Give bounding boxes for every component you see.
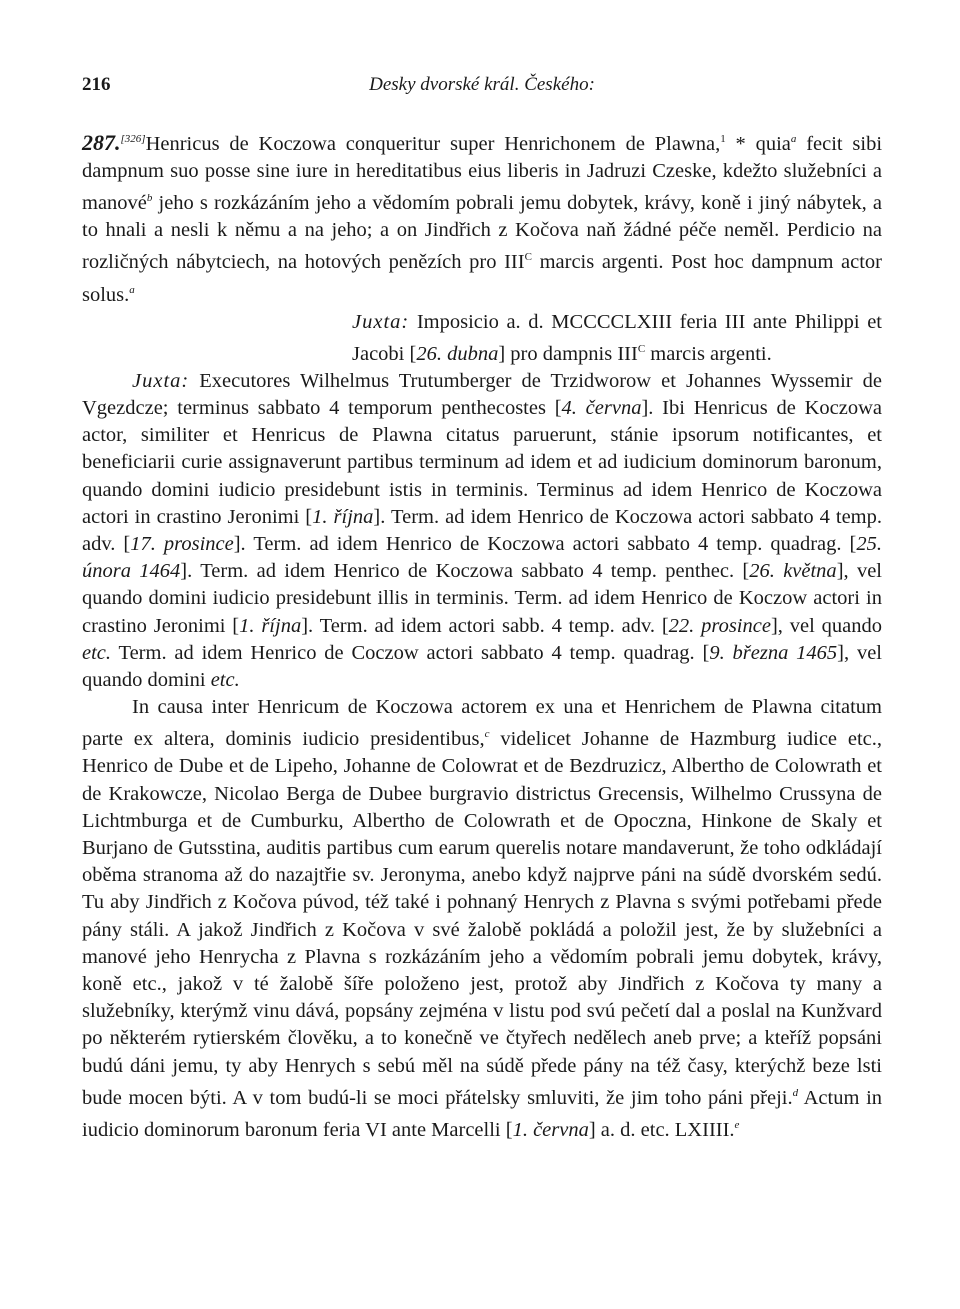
entry-paragraph-complaint — [82, 126, 882, 309]
judgment-text-2: videlicet Johanne de Hazmburg iudice etc., Henrico de Dube et de Lipeho, Johanne de Colowrat et de Bezdruzicz, Albertho de Colowrath et de Krakowcze, Nicolao Berga de Dubee burgravio districtus Grecensis, Wilhelmo Crussyna de Lichtmburga et de Cumburku, Albertho de Colowrath et de Opoczna, Hinkone de Skaly et Burjano de Gutsstina, auditis partibus cum earum querelis notare mandaverunt, že toho odkládají oběma stranoma až do nazajtřie sv. Jeronyma, anebo když najprve páni na súdě dvorském sedú. Tu aby Jindřich z Kočova púvod, též také i pohnaný Henrych z Plavna s svými potřebami přede pány stáli. A jakož Jindřich z Kočova v své žalobě pokládá a položil jest, že by služebníci a manové jeho Henrycha z Plavna s rozkázáním jeho a vědomím pobrali jemu dobytek, krávy, koně etc., jakož v té žalobě šíře položeno jest, protož aby Jindřich z Kočova ty many a služebníky, kterýmž vinu dává, popsány zejména v listu pod svú pečetí dal a poslal na Kunžvard po některém rytierském člověku, a to konečně ve čtyřech nedělech aneb prve; a kteříž popsáni budú dáni jemu, ty aby Henrych s sebú měl na súdě přede pány na též časy, kterýchž beze lsti bude mocen býti. A v tom budú-li se moci přátelsky smluviti, že jim toho páni přeji. — [82, 728, 882, 1109]
entry-number: 287. — [82, 129, 121, 155]
date-note: 4. června — [561, 396, 642, 419]
complaint-text-quia: quia — [745, 132, 791, 155]
juxta-text: Executores Wilhelmus Trutumberger de Trzidworow et Johannes Wyssemir de Vgezdcze; terminus sabbato 4 temporum penthecostes [ — [82, 369, 882, 419]
date-note: 26. dubna — [416, 342, 499, 365]
date-note: 9. března 1465 — [709, 641, 838, 664]
complaint-text-3: jeho s rozkázáním jeho a vědomím pobrali jemu dobytek, krávy, koně i jiný nábytek, a to hnali a nesli k němu a na jeho; a on Jindřich z Kočova naň žádné péče neměl. Perdicio na rozličných nábytciech, na hotových penězích pro III — [82, 192, 882, 274]
complaint-text-4: marcis argenti. Post hoc dampnum actor solus. — [82, 251, 883, 306]
footnote-marker: a — [790, 133, 797, 145]
date-note: 26. května — [749, 560, 837, 583]
juxta-label: Juxta: — [352, 310, 410, 333]
entry-paragraph-judgment — [82, 694, 882, 1144]
date-note: 1. října — [312, 505, 374, 528]
source-reference: [326] — [120, 133, 146, 145]
complaint-text-2: fecit sibi dampnum suo posse sine iure in hereditatibus eius liberis in Jadruzi Czeske, kdežto služebníci a manové — [82, 132, 883, 215]
document-page — [82, 70, 882, 1144]
juxta-text: ], vel quando domini — [82, 641, 883, 691]
juxta-text: Imposicio a. d. MCCCCLXIII feria III ante Philippi et Jacobi [ — [352, 310, 882, 365]
etc-note: etc. — [82, 641, 112, 664]
juxta-label: Juxta: — [132, 369, 190, 392]
judgment-text-4: ] a. d. etc. LXIIII. — [588, 1118, 735, 1141]
juxta-text: ]. Ibi Henricus de Koczowa actor, similiter et Henricus de Plawna citatus paruerunt, stánie ipsorum notificantes, et beneficiarii curie assignaverunt partibus terminum ad idem et ad iudicium dominorum baronum, quando domini iudicio presidebunt istis in terminis. Terminus ad idem Henrico de Koczowa actori in crastino Jeronimi [ — [82, 396, 882, 528]
entry-287 — [82, 126, 882, 1144]
hundred-marker: C — [637, 342, 646, 355]
footnote-marker: a — [129, 283, 135, 296]
footnote-marker: e — [734, 1118, 740, 1131]
juxta-text: ]. Term. ad idem Henrico de Koczowa actori sabbato 4 temp. adv. [ — [82, 505, 882, 555]
judgment-text: In causa inter Henricum de Koczowa actorem ex una et Henrichem de Plawna citatum parte ex altera, dominis iudicio presidentibus, — [82, 696, 882, 751]
juxta-text: Term. ad idem Henrico de Coczow actori sabbato 4 temp. quadrag. [ — [111, 641, 710, 664]
complaint-text: Henricus de Koczowa conqueritur super Henrichonem de Plawna, — [145, 132, 721, 155]
date-note: 1. června — [512, 1118, 589, 1141]
running-head — [82, 70, 882, 102]
hundred-marker: C — [524, 251, 532, 264]
date-note: 22. prosince — [668, 614, 771, 637]
date-note: 17. prosince — [130, 532, 234, 555]
juxta-text: ], vel quando domini iudicio presidebunt illis in terminis. Term. ad idem Henrico de Koczow actori in crastino Jeronimi [ — [82, 560, 882, 637]
date-note: 25. února 1464 — [82, 532, 882, 583]
juxta-imposicio — [82, 309, 882, 368]
juxta-text-3: marcis argenti. — [645, 342, 772, 365]
juxta-text: ]. Term. ad idem Henrico de Koczowa sabbato 4 temp. penthec. [ — [180, 560, 750, 583]
star-marker: * — [725, 132, 746, 155]
date-note: 1. října — [239, 614, 302, 637]
footnote-marker: b — [146, 192, 153, 205]
footnote-marker: c — [484, 728, 490, 741]
juxta-executores — [82, 368, 882, 694]
juxta-text: ]. Term. ad idem actori sabb. 4 temp. adv. [ — [301, 614, 669, 637]
juxta-text: ]. Term. ad idem Henrico de Koczowa actori sabbato 4 temp. quadrag. [ — [233, 532, 857, 555]
juxta-text: ], vel quando — [770, 614, 882, 637]
judgment-text-3: Actum in iudicio dominorum baronum feria VI ante Marcelli [ — [82, 1086, 883, 1141]
running-title: Desky dvorské král. Českého: — [369, 74, 595, 95]
page-number: 216 — [82, 74, 111, 95]
footnote-marker: 1 — [720, 133, 726, 145]
etc-note: etc. — [210, 669, 240, 691]
juxta-text-2: ] pro dampnis III — [498, 342, 638, 365]
footnote-marker: d — [792, 1086, 799, 1099]
